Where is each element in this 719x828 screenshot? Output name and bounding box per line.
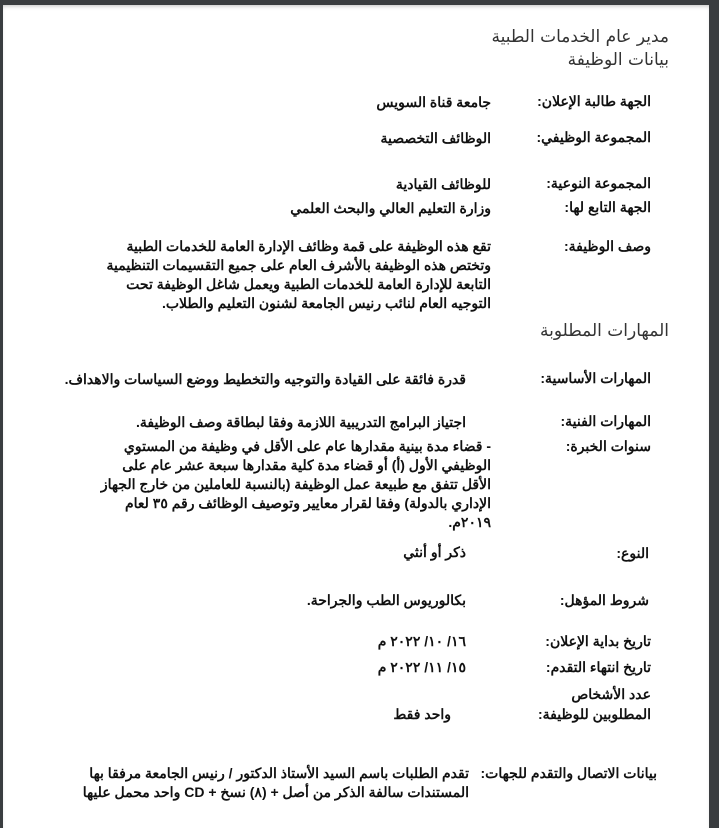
label-qualification: شروط المؤهل:	[559, 592, 649, 608]
value-qualitative-group: للوظائف القيادية	[395, 176, 491, 192]
label-years-of-experience: سنوات الخبرة:	[565, 438, 651, 454]
label-affiliated-entity: الجهة التابع لها:	[564, 199, 651, 215]
value-years-of-experience: - قضاء مدة بينية مقدارها عام على الأقل في وظيفة من المستوي الوظيفي الأول (أ) أو قضاء مدة كلية مقدارها سبعة عشر عام على الأقل تتفق مع طبيعة عمل الوظيفة (بالنسبة للعاملين من خارج الجهاز الإداري بالدولة) وفقا لقرار معايير وتوصيف الوظائف رقم ٣٥ لعام ٢٠١٩م.	[100, 438, 491, 530]
document-page	[3, 5, 709, 828]
label-announcement-start-date: تاريخ بداية الإعلان:	[545, 633, 651, 649]
label-technical-skills: المهارات الفنية:	[560, 413, 651, 429]
section-heading-job-data: بيانات الوظيفة	[567, 50, 669, 70]
label-gender: النوع:	[616, 545, 649, 561]
value-gender: ذكر أو أنثي	[403, 544, 466, 560]
value-basic-skills: قدرة فائقة على القيادة والتوجيه والتخطيط ووضع السياسات والاهداف.	[64, 371, 466, 387]
section-heading-required-skills: المهارات المطلوبة	[539, 321, 669, 341]
value-job-description: تقع هذه الوظيفة على قمة وظائف الإدارة العامة للخدمات الطبية وتختص هذه الوظيفة بالأشرف العام على جميع التقسيمات التنظيمية التابعة للإدارة العامة للخدمات الطبية ويعمل شاغل الوظيفة تحت التوجيه العام لنائب رنيس الجامعة لشنون التعليم والطلاب.	[106, 238, 491, 311]
label-advertising-entity: الجهة طالبة الإعلان:	[537, 93, 651, 109]
value-number-required: واحد فقط	[393, 706, 451, 722]
label-job-group: المجموعة الوظيفي:	[536, 129, 651, 145]
label-contact-info: بيانات الاتصال والتقدم للجهات:	[480, 765, 657, 781]
value-advertising-entity: جامعة قناة السويس	[376, 94, 491, 110]
value-technical-skills: اجتياز البرامج التدريبية اللازمة وفقا لبطاقة وصف الوظيفة.	[135, 414, 466, 430]
value-job-group: الوظائف التخصصية	[380, 130, 491, 146]
label-job-description: وصف الوظيفة:	[563, 238, 651, 254]
value-contact-info: تقدم الطلبات باسم السيد الأستاذ الدكتور / رنيس الجامعة مرفقا بها المستندات سالفة الذكر من أصل + (٨) نسخ + CD واحد محمل عليها	[82, 765, 469, 800]
value-application-end-date: ١٥/ ١١/ ٢٠٢٢ م	[377, 659, 466, 675]
label-basic-skills: المهارات الأساسية:	[540, 370, 651, 386]
label-application-end-date: تاريخ انتهاء التقدم:	[545, 659, 651, 675]
label-number-required: عدد الأشخاص المطلوبين للوظيفة:	[537, 686, 651, 722]
value-affiliated-entity: وزارة التعليم العالي والبحث العلمي	[290, 200, 491, 216]
vertical-scrollbar[interactable]	[709, 0, 719, 828]
value-qualification: بكالوريوس الطب والجراحة.	[306, 592, 466, 608]
document-title: مدير عام الخدمات الطبية	[491, 27, 669, 47]
label-qualitative-group: المجموعة النوعية:	[546, 175, 651, 191]
value-announcement-start-date: ١٦/ ١٠/ ٢٠٢٢ م	[377, 633, 466, 649]
